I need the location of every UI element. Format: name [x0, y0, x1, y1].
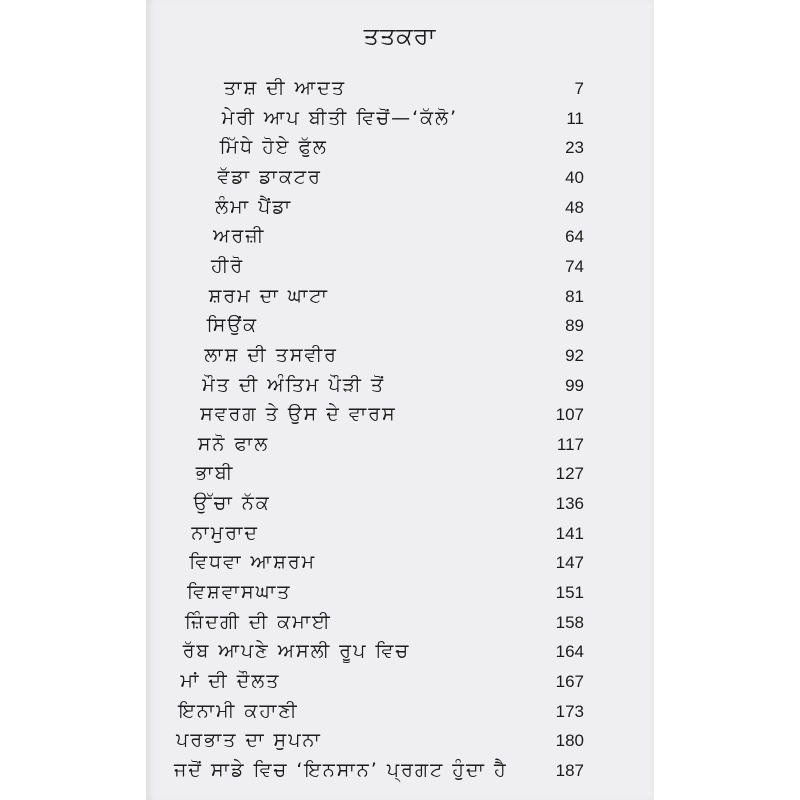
- toc-title: ਤਤਕਰਾ: [363, 22, 437, 50]
- toc-entry: [146, 428, 654, 456]
- toc-entry-page-number: 7: [574, 79, 584, 98]
- toc-entry-title: ਸਨੋ ਫਾਲ: [197, 432, 270, 455]
- toc-entry-title: ਅਰਜ਼ੀ: [213, 225, 266, 248]
- toc-entry: [146, 695, 654, 723]
- toc-entry-title: ਸਵਰਗ ਤੇ ਉਸ ਦੇ ਵਾਰਸ: [200, 403, 397, 426]
- toc-entry-page-number: 187: [555, 761, 584, 780]
- toc-entry-page-number: 151: [555, 583, 584, 603]
- toc-entry: [146, 72, 654, 100]
- toc-entry-title: ਮਿੱਧੇ ਹੋਏ ਫੁੱਲ: [219, 136, 328, 159]
- toc-entry: [146, 369, 654, 397]
- toc-entry-page-number: 99: [565, 375, 584, 395]
- toc-entry-page-number: 141: [555, 523, 584, 543]
- toc-entry-page-number: 117: [556, 434, 584, 454]
- toc-entry-title: ਸਿਉਂਕ: [206, 314, 259, 337]
- toc-entry-page-number: 147: [555, 553, 584, 573]
- toc-entry-page-number: 92: [565, 345, 584, 365]
- toc-entry-title: ਸ਼ਰਮ ਦਾ ਘਾਟਾ: [208, 284, 329, 307]
- toc-entry: [146, 487, 654, 515]
- toc-entry: [146, 635, 654, 663]
- toc-entry-title: ਵੱਡਾ ਡਾਕਟਰ: [217, 165, 322, 188]
- toc-entry-page-number: 64: [565, 227, 584, 247]
- toc-entry-title: ਮੇਰੀ ਆਪ ਬੀਤੀ ਵਿਚੋਂ—‘ਕੱਲੋ’: [221, 106, 459, 129]
- toc-entry: [146, 576, 654, 604]
- toc-entry-title: ਉੱਚਾ ਨੱਕ: [193, 492, 271, 515]
- toc-entry-page-number: 11: [566, 108, 584, 128]
- toc-entry-title: ਮਾਂ ਦੀ ਦੌਲਤ: [180, 670, 281, 693]
- toc-entry: [146, 220, 654, 248]
- toc-entry-page-number: 158: [555, 612, 584, 632]
- toc-entry: [146, 250, 654, 278]
- toc-entry-title: ਵਿਸ਼ਵਾਸਘਾਤ: [187, 581, 292, 604]
- toc-entry: [146, 517, 654, 545]
- toc-entry: [146, 398, 654, 426]
- toc-entry-title: ਜ਼ਿੰਦਗੀ ਦੀ ਕਮਾਈ: [184, 610, 332, 633]
- toc-entry-title: ਵਿਧਵਾ ਆਸ਼ਰਮ: [189, 551, 317, 574]
- toc-entry-title: ਲੰਮਾ ਪੈਂਡਾ: [215, 195, 293, 218]
- toc-entry-title: ਲਾਸ਼ ਦੀ ਤਸਵੀਰ: [204, 343, 338, 366]
- toc-entry-title: ਹੀਰੋ: [210, 254, 245, 277]
- toc-entry: [146, 606, 654, 634]
- toc-entry: [146, 665, 654, 693]
- toc-entry-page-number: 164: [555, 642, 584, 662]
- toc-entry: [146, 457, 654, 485]
- toc-entry-title: ਪਰਭਾਤ ਦਾ ਸੁਪਨਾ: [176, 729, 322, 752]
- toc-entry: [146, 161, 654, 189]
- toc-entry-page-number: 48: [565, 197, 584, 217]
- toc-entry-page-number: 180: [555, 731, 584, 751]
- toc-entry: [146, 191, 654, 219]
- toc-entry: [146, 280, 654, 308]
- toc-entry-page-number: 107: [555, 405, 584, 425]
- toc-entry-title: ਮੌਤ ਦੀ ਅੰਤਿਮ ਪੌੜੀ ਤੋਂ: [202, 373, 386, 396]
- toc-entry: [146, 309, 654, 337]
- toc-entry-page-number: 167: [555, 672, 584, 692]
- toc-entry-title: ਰੱਬ ਆਪਣੇ ਅਸਲੀ ਰੂਪ ਵਿਚ: [182, 640, 411, 663]
- toc-entry-page-number: 23: [565, 138, 584, 158]
- toc-entry-title: ਇਨਾਮੀ ਕਹਾਣੀ: [178, 699, 299, 722]
- toc-entry-page-number: 89: [565, 316, 584, 336]
- toc-entry: [146, 724, 654, 752]
- toc-entry: [146, 131, 654, 159]
- toc-entry: [146, 102, 654, 130]
- book-page: [146, 0, 654, 800]
- toc-entry: [146, 546, 654, 574]
- toc-entry-title: ਭਾਬੀ: [195, 462, 235, 485]
- toc-entry-title: ਨਾਮੁਰਾਦ: [191, 521, 259, 544]
- toc-entry: [146, 339, 654, 367]
- toc-entry-page-number: 74: [565, 256, 584, 276]
- toc-entry-title: ਜਦੋਂ ਸਾਡੇ ਵਿਚ ‘ਇਨਸਾਨ’ ਪ੍ਰਗਟ ਹੁੰਦਾ ਹੈ: [174, 759, 508, 781]
- toc-entry-page-number: 173: [555, 701, 584, 721]
- toc-entry-page-number: 40: [565, 167, 584, 187]
- toc-entry-page-number: 81: [565, 286, 584, 306]
- toc-entry-page-number: 127: [555, 464, 584, 484]
- toc-entry-title: ਤਾਸ਼ ਦੀ ਆਦਤ: [224, 77, 347, 99]
- toc-entry-page-number: 136: [555, 494, 584, 514]
- toc-entry: [146, 754, 654, 782]
